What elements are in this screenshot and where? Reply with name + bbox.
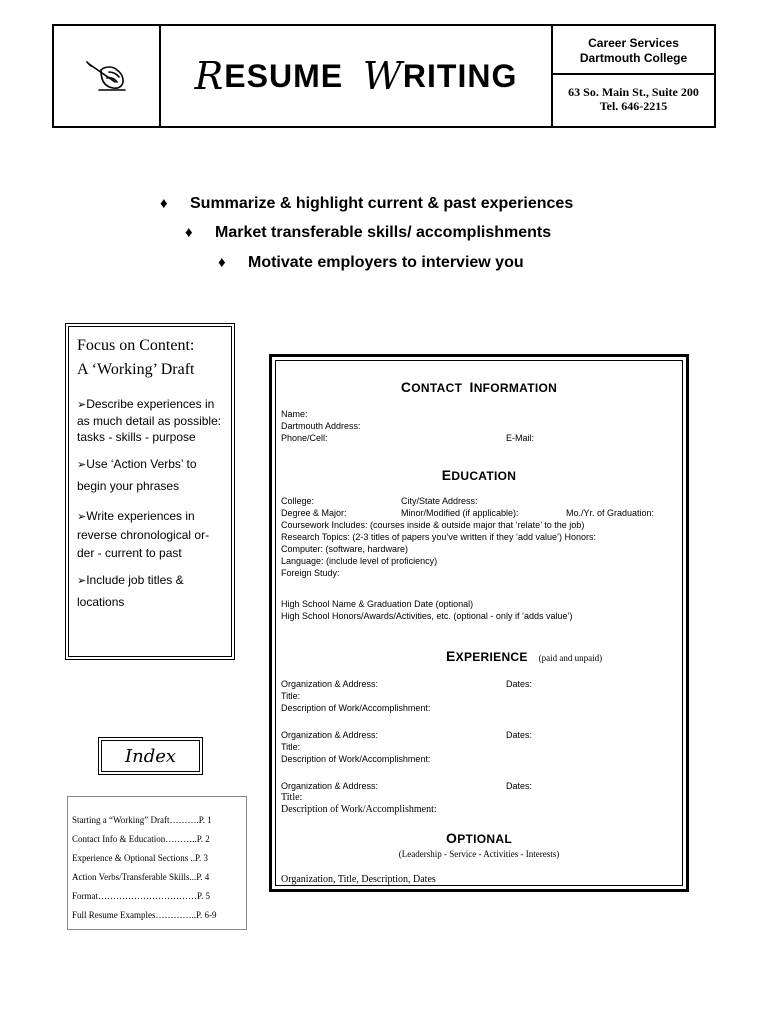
college-field: College:	[281, 496, 315, 506]
form-inner	[275, 360, 683, 886]
arrow-bullet-icon: ➢	[77, 459, 87, 471]
address-line-2: Tel. 646-2215	[599, 99, 668, 113]
degree-field: Degree & Major:	[281, 508, 347, 518]
diamond-bullet-icon: ♦	[218, 254, 226, 271]
dates-field: Dates:	[506, 679, 533, 689]
header-icon-cell	[54, 26, 161, 126]
org-field: Organization & Address:	[281, 781, 379, 791]
key-point: ♦ Summarize & highlight current & past experiences	[160, 195, 574, 212]
arrow-bullet-icon: ➢	[77, 575, 87, 587]
phone-field: Phone/Cell:	[281, 433, 328, 443]
org-line-2: Dartmouth College	[579, 51, 688, 65]
title-cap-r: R	[194, 54, 225, 98]
diamond-bullet-icon: ♦	[160, 195, 168, 212]
title-field: Title:	[281, 792, 303, 803]
org-field: Organization & Address:	[281, 679, 379, 689]
dates-field: Dates:	[506, 781, 533, 791]
city-field: City/State Address:	[401, 496, 478, 506]
description-field: Description of Work/Accomplishment:	[281, 754, 431, 764]
index-list	[67, 796, 247, 930]
dates-field: Dates:	[506, 730, 533, 740]
optional-line: Organization, Title, Description, Dates	[281, 874, 436, 885]
focus-item: ➢Include job titles & locations	[77, 573, 184, 609]
arrow-bullet-icon: ➢	[77, 511, 87, 523]
index-label: Index	[98, 737, 203, 775]
description-field: Description of Work/Accomplishment:	[281, 804, 437, 815]
experience-heading: EXPERIENCE (paid and unpaid)	[446, 648, 603, 664]
focus-title: Focus on Content: A ‘Working’ Draft	[77, 337, 195, 378]
title-part-1: ESUME	[224, 57, 353, 94]
index-row: Contact Info & Education………..P. 2	[72, 834, 210, 844]
language-field: Language: (include level of proficiency)	[281, 556, 438, 566]
optional-heading: OPTIONAL	[446, 830, 512, 846]
index-row: Full Resume Examples…………..P. 6-9	[72, 910, 217, 920]
diamond-bullet-icon: ♦	[185, 224, 193, 241]
foreign-study-field: Foreign Study:	[281, 568, 340, 578]
coursework-field: Coursework Includes: (courses inside & outside major that ‘relate’ to the job)	[281, 520, 585, 530]
high-school-field: High School Name & Graduation Date (optional)	[281, 599, 474, 609]
writing-hand-icon	[85, 58, 129, 94]
arrow-bullet-icon: ➢	[77, 399, 87, 411]
name-field: Name:	[281, 409, 308, 419]
computer-field: Computer: (software, hardware)	[281, 544, 409, 554]
index-row: Experience & Optional Sections ..P. 3	[72, 853, 208, 863]
index-row: Starting a “Working” Draft……….P. 1	[72, 815, 212, 825]
title-field: Title:	[281, 691, 301, 701]
graduation-field: Mo./Yr. of Graduation:	[566, 508, 655, 518]
description-field: Description of Work/Accomplishment:	[281, 703, 431, 713]
title-field: Title:	[281, 742, 301, 752]
title-part-2: RITING	[402, 57, 518, 94]
header-contact	[553, 26, 714, 126]
header	[52, 24, 716, 128]
focus-on-content-box	[65, 323, 235, 660]
org-field: Organization & Address:	[281, 730, 379, 740]
email-field: E-Mail:	[506, 433, 535, 443]
focus-item: ➢Describe experiences in as much detail as possible: tasks - skills - purpose	[77, 397, 222, 444]
key-point: ♦ Market transferable skills/ accomplishments	[185, 224, 552, 241]
key-point: ♦ Motivate employers to interview you	[218, 254, 524, 271]
optional-subtitle: (Leadership - Service - Activities - Interests)	[398, 849, 560, 859]
education-heading: EDUCATION	[441, 467, 517, 483]
org-line-1: Career Services	[588, 36, 679, 50]
minor-field: Minor/Modified (if applicable):	[401, 508, 519, 518]
index-row: Action Verbs/Transferable Skills...P. 4	[72, 872, 210, 882]
index-row: Format……………………………P. 5	[72, 891, 211, 901]
org-address	[553, 75, 714, 126]
org-name	[553, 26, 714, 75]
resume-writing-title	[161, 26, 553, 126]
address-line-1: 63 So. Main St., Suite 200	[568, 85, 699, 99]
focus-item: ➢Write experiences in reverse chronological or- der - current to past	[77, 509, 210, 560]
contact-heading: CONTACT INFORMATION	[400, 379, 558, 395]
resume-template-form	[269, 354, 689, 892]
address-field: Dartmouth Address:	[281, 421, 361, 431]
research-field: Research Topics: (2-3 titles of papers you’ve written if they ‘add value’) Honors:	[281, 532, 596, 542]
high-school-honors-field: High School Honors/Awards/Activities, etc. (optional - only if ‘adds value’)	[281, 611, 573, 621]
focus-item: ➢Use ‘Action Verbs’ to begin your phrases	[77, 457, 197, 493]
title-cap-w: W	[362, 54, 403, 98]
